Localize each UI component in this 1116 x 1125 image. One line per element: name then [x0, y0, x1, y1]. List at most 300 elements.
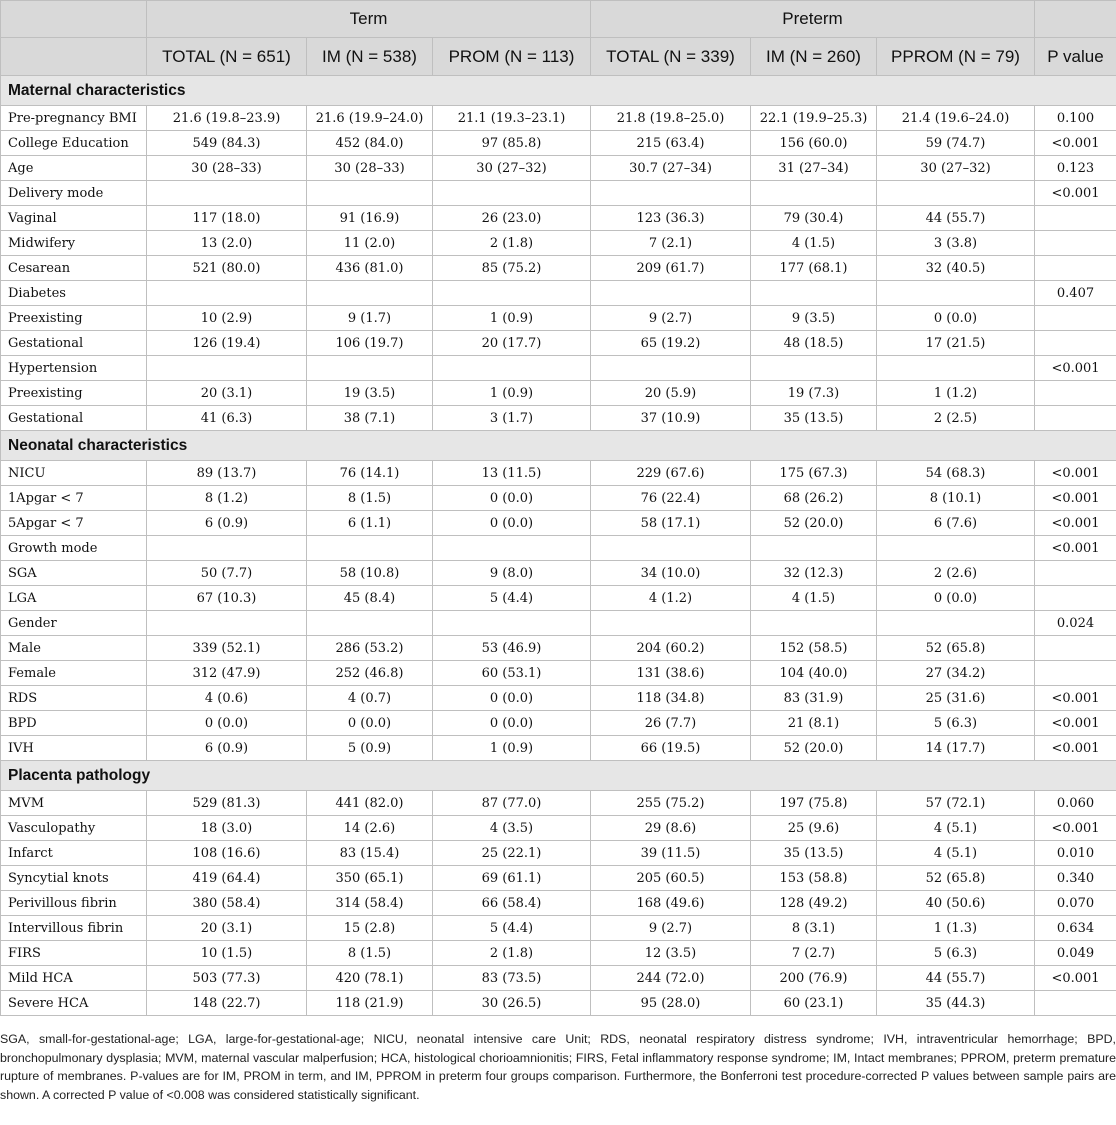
row-label: Severe HCA — [1, 991, 147, 1016]
table-cell: 252 (46.8) — [307, 661, 433, 686]
row-label: Midwifery — [1, 231, 147, 256]
table-cell: 118 (34.8) — [591, 686, 751, 711]
table-cell: 8 (1.5) — [307, 486, 433, 511]
table-cell: 20 (3.1) — [147, 381, 307, 406]
p-value-cell: 0.010 — [1035, 841, 1116, 866]
table-cell: 35 (13.5) — [751, 406, 877, 431]
row-label: Hypertension — [1, 356, 147, 381]
table-cell: 8 (10.1) — [877, 486, 1035, 511]
row-label: Perivillous fibrin — [1, 891, 147, 916]
p-value-cell — [1035, 331, 1116, 356]
table-cell: 1 (1.3) — [877, 916, 1035, 941]
table-cell: 255 (75.2) — [591, 791, 751, 816]
table-cell: 104 (40.0) — [751, 661, 877, 686]
table-cell — [307, 281, 433, 306]
table-cell: 152 (58.5) — [751, 636, 877, 661]
table-row — [1, 841, 1116, 866]
table-row — [1, 106, 1116, 131]
p-value-cell: 0.340 — [1035, 866, 1116, 891]
table-cell — [877, 281, 1035, 306]
table-cell: 21.6 (19.9–24.0) — [307, 106, 433, 131]
p-value-cell — [1035, 661, 1116, 686]
col-term-total: TOTAL (N = 651) — [147, 38, 307, 76]
p-value-cell: <0.001 — [1035, 711, 1116, 736]
table-cell: 8 (1.5) — [307, 941, 433, 966]
table-row — [1, 181, 1116, 206]
row-label: MVM — [1, 791, 147, 816]
table-cell: 6 (1.1) — [307, 511, 433, 536]
p-value-cell — [1035, 586, 1116, 611]
p-value-cell: 0.024 — [1035, 611, 1116, 636]
table-cell: 452 (84.0) — [307, 131, 433, 156]
p-value-cell: <0.001 — [1035, 356, 1116, 381]
table-cell: 14 (17.7) — [877, 736, 1035, 761]
table-cell: 87 (77.0) — [433, 791, 591, 816]
table-cell: 21.1 (19.3–23.1) — [433, 106, 591, 131]
row-label: College Education — [1, 131, 147, 156]
table-cell: 7 (2.1) — [591, 231, 751, 256]
table-cell: 52 (65.8) — [877, 636, 1035, 661]
table-cell — [147, 611, 307, 636]
row-label: LGA — [1, 586, 147, 611]
table-cell: 20 (3.1) — [147, 916, 307, 941]
table-row — [1, 791, 1116, 816]
row-label: Infarct — [1, 841, 147, 866]
row-label: Gender — [1, 611, 147, 636]
table-cell: 52 (65.8) — [877, 866, 1035, 891]
row-label: Female — [1, 661, 147, 686]
table-cell: 168 (49.6) — [591, 891, 751, 916]
table-row — [1, 891, 1116, 916]
row-label: BPD — [1, 711, 147, 736]
table-cell: 0 (0.0) — [307, 711, 433, 736]
table-cell: 4 (5.1) — [877, 841, 1035, 866]
row-label: Mild HCA — [1, 966, 147, 991]
table-cell: 41 (6.3) — [147, 406, 307, 431]
table-cell: 19 (7.3) — [751, 381, 877, 406]
table-cell — [307, 181, 433, 206]
table-row — [1, 636, 1116, 661]
table-cell: 67 (10.3) — [147, 586, 307, 611]
table-cell — [877, 356, 1035, 381]
table-cell — [433, 281, 591, 306]
p-value-cell: 0.100 — [1035, 106, 1116, 131]
table-row — [1, 331, 1116, 356]
table-cell: 123 (36.3) — [591, 206, 751, 231]
row-label: Cesarean — [1, 256, 147, 281]
table-cell: 95 (28.0) — [591, 991, 751, 1016]
table-cell: 76 (14.1) — [307, 461, 433, 486]
table-cell: 52 (20.0) — [751, 511, 877, 536]
table-cell: 21.8 (19.8–25.0) — [591, 106, 751, 131]
row-label: Syncytial knots — [1, 866, 147, 891]
p-value-cell: 0.634 — [1035, 916, 1116, 941]
table-cell — [591, 281, 751, 306]
table-cell: 3 (1.7) — [433, 406, 591, 431]
table-cell: 118 (21.9) — [307, 991, 433, 1016]
table-header — [1, 1, 1116, 76]
table-cell: 5 (6.3) — [877, 711, 1035, 736]
table-cell: 244 (72.0) — [591, 966, 751, 991]
p-value-cell — [1035, 561, 1116, 586]
row-label: Gestational — [1, 331, 147, 356]
p-value-cell: 0.123 — [1035, 156, 1116, 181]
table-cell — [751, 281, 877, 306]
table-cell: 209 (61.7) — [591, 256, 751, 281]
table-cell: 4 (1.5) — [751, 586, 877, 611]
table-cell: 30 (27–32) — [877, 156, 1035, 181]
table-cell: 29 (8.6) — [591, 816, 751, 841]
table-cell: 10 (2.9) — [147, 306, 307, 331]
table-cell: 32 (40.5) — [877, 256, 1035, 281]
table-cell: 19 (3.5) — [307, 381, 433, 406]
table-cell: 22.1 (19.9–25.3) — [751, 106, 877, 131]
table-cell: 30.7 (27–34) — [591, 156, 751, 181]
table-cell — [591, 181, 751, 206]
row-label: Pre-pregnancy BMI — [1, 106, 147, 131]
table-cell: 6 (7.6) — [877, 511, 1035, 536]
table-cell: 0 (0.0) — [877, 586, 1035, 611]
table-cell: 30 (28–33) — [307, 156, 433, 181]
row-label: Preexisting — [1, 381, 147, 406]
table-cell: 420 (78.1) — [307, 966, 433, 991]
table-row — [1, 131, 1116, 156]
table-row — [1, 686, 1116, 711]
table-cell: 436 (81.0) — [307, 256, 433, 281]
table-cell: 126 (19.4) — [147, 331, 307, 356]
table-cell: 6 (0.9) — [147, 511, 307, 536]
table-cell: 52 (20.0) — [751, 736, 877, 761]
table-row — [1, 231, 1116, 256]
table-cell: 17 (21.5) — [877, 331, 1035, 356]
table-cell: 40 (50.6) — [877, 891, 1035, 916]
table-row — [1, 256, 1116, 281]
table-cell: 45 (8.4) — [307, 586, 433, 611]
table-cell: 148 (22.7) — [147, 991, 307, 1016]
table-cell: 31 (27–34) — [751, 156, 877, 181]
table-cell: 131 (38.6) — [591, 661, 751, 686]
table-cell: 4 (3.5) — [433, 816, 591, 841]
table-cell: 25 (9.6) — [751, 816, 877, 841]
table-row — [1, 306, 1116, 331]
row-label: SGA — [1, 561, 147, 586]
table-cell: 312 (47.9) — [147, 661, 307, 686]
table-cell: 26 (7.7) — [591, 711, 751, 736]
table-cell: 441 (82.0) — [307, 791, 433, 816]
table-cell: 48 (18.5) — [751, 331, 877, 356]
section-header-row — [1, 761, 1116, 791]
table-cell: 69 (61.1) — [433, 866, 591, 891]
table-cell: 5 (4.4) — [433, 586, 591, 611]
table-cell: 7 (2.7) — [751, 941, 877, 966]
table-cell: 419 (64.4) — [147, 866, 307, 891]
table-cell: 30 (26.5) — [433, 991, 591, 1016]
table-cell: 177 (68.1) — [751, 256, 877, 281]
table-cell — [433, 611, 591, 636]
section-title: Placenta pathology — [1, 761, 1116, 791]
table-cell: 6 (0.9) — [147, 736, 307, 761]
table-cell — [591, 536, 751, 561]
table-cell: 117 (18.0) — [147, 206, 307, 231]
table-row — [1, 916, 1116, 941]
table-cell: 2 (2.5) — [877, 406, 1035, 431]
p-value-cell: <0.001 — [1035, 736, 1116, 761]
table-cell — [433, 356, 591, 381]
table-cell: 5 (6.3) — [877, 941, 1035, 966]
col-term-im: IM (N = 538) — [307, 38, 433, 76]
p-value-cell: 0.049 — [1035, 941, 1116, 966]
row-label: Vaginal — [1, 206, 147, 231]
table-cell: 521 (80.0) — [147, 256, 307, 281]
table-cell — [307, 611, 433, 636]
table-footnote: SGA, small-for-gestational-age; LGA, large-for-gestational-age; NICU, neonatal intensive care Unit; RDS, neonatal respiratory distress syndrome; IVH, intraventricular hemorrhage; BPD, bronchopulmonary dysplasia; MVM, maternal vascular malperfusion; HCA, histological chorioamnionitis; FIRS, Fetal inflammatory response syndrome; IM, Intact membranes; PPROM, preterm premature rupture of membranes. P-values are for IM, PROM in term, and IM, PPROM in preterm four groups comparison. Furthermore, the Bonferroni test procedure-corrected P values between sample pairs are shown. A corrected P value of <0.008 was considered statistically significant. — [0, 1032, 1116, 1102]
table-cell: 4 (0.6) — [147, 686, 307, 711]
p-value-cell — [1035, 256, 1116, 281]
row-label: Diabetes — [1, 281, 147, 306]
table-cell: 85 (75.2) — [433, 256, 591, 281]
table-cell: 53 (46.9) — [433, 636, 591, 661]
p-value-cell — [1035, 381, 1116, 406]
table-row — [1, 711, 1116, 736]
table-cell: 9 (8.0) — [433, 561, 591, 586]
col-p-value: P value — [1035, 38, 1116, 76]
row-label: Male — [1, 636, 147, 661]
p-value-cell: <0.001 — [1035, 511, 1116, 536]
table-cell: 10 (1.5) — [147, 941, 307, 966]
table-cell: 5 (0.9) — [307, 736, 433, 761]
table-cell: 91 (16.9) — [307, 206, 433, 231]
table-cell: 21.4 (19.6–24.0) — [877, 106, 1035, 131]
table-cell — [433, 536, 591, 561]
section-title: Maternal characteristics — [1, 76, 1116, 106]
table-cell: 229 (67.6) — [591, 461, 751, 486]
table-row — [1, 561, 1116, 586]
table-cell: 27 (34.2) — [877, 661, 1035, 686]
table-cell: 0 (0.0) — [433, 486, 591, 511]
table-cell: 1 (0.9) — [433, 306, 591, 331]
table-cell — [751, 181, 877, 206]
table-cell — [751, 356, 877, 381]
p-value-cell: <0.001 — [1035, 686, 1116, 711]
table-cell: 314 (58.4) — [307, 891, 433, 916]
table-cell: 9 (2.7) — [591, 916, 751, 941]
table-cell: 4 (1.2) — [591, 586, 751, 611]
table-row — [1, 941, 1116, 966]
table-cell — [147, 281, 307, 306]
row-label: Intervillous fibrin — [1, 916, 147, 941]
table-cell — [307, 536, 433, 561]
table-cell: 39 (11.5) — [591, 841, 751, 866]
table-cell: 156 (60.0) — [751, 131, 877, 156]
table-row — [1, 991, 1116, 1016]
table-cell: 83 (15.4) — [307, 841, 433, 866]
row-label: Age — [1, 156, 147, 181]
p-value-cell: 0.070 — [1035, 891, 1116, 916]
table-cell: 15 (2.8) — [307, 916, 433, 941]
col-preterm-total: TOTAL (N = 339) — [591, 38, 751, 76]
table-cell: 58 (17.1) — [591, 511, 751, 536]
table-cell: 65 (19.2) — [591, 331, 751, 356]
table-row — [1, 486, 1116, 511]
p-value-cell: 0.060 — [1035, 791, 1116, 816]
table-row — [1, 461, 1116, 486]
table-cell: 60 (53.1) — [433, 661, 591, 686]
table-cell — [307, 356, 433, 381]
table-cell: 1 (0.9) — [433, 736, 591, 761]
p-value-cell: <0.001 — [1035, 181, 1116, 206]
table-cell: 35 (44.3) — [877, 991, 1035, 1016]
table-cell: 59 (74.7) — [877, 131, 1035, 156]
table-row — [1, 536, 1116, 561]
header-empty-cell — [1035, 1, 1116, 38]
table-cell: 350 (65.1) — [307, 866, 433, 891]
table-cell: 8 (1.2) — [147, 486, 307, 511]
row-label: Gestational — [1, 406, 147, 431]
row-label: 1Apgar < 7 — [1, 486, 147, 511]
table-cell: 2 (2.6) — [877, 561, 1035, 586]
row-label: Delivery mode — [1, 181, 147, 206]
p-value-cell — [1035, 231, 1116, 256]
table-cell: 44 (55.7) — [877, 206, 1035, 231]
table-cell — [877, 536, 1035, 561]
table-cell: 286 (53.2) — [307, 636, 433, 661]
table-cell: 38 (7.1) — [307, 406, 433, 431]
table-cell: 4 (1.5) — [751, 231, 877, 256]
table-row — [1, 661, 1116, 686]
table-row — [1, 356, 1116, 381]
table-cell — [147, 181, 307, 206]
table-cell: 175 (67.3) — [751, 461, 877, 486]
table-cell: 83 (31.9) — [751, 686, 877, 711]
p-value-cell: <0.001 — [1035, 536, 1116, 561]
table-cell: 13 (2.0) — [147, 231, 307, 256]
table-cell: 153 (58.8) — [751, 866, 877, 891]
table-cell — [591, 611, 751, 636]
header-group-term: Term — [147, 1, 591, 38]
table-cell: 205 (60.5) — [591, 866, 751, 891]
table-cell: 35 (13.5) — [751, 841, 877, 866]
table-cell: 13 (11.5) — [433, 461, 591, 486]
table-cell: 204 (60.2) — [591, 636, 751, 661]
table-row — [1, 966, 1116, 991]
table-row — [1, 736, 1116, 761]
row-label: RDS — [1, 686, 147, 711]
table-cell — [751, 611, 877, 636]
table-cell: 89 (13.7) — [147, 461, 307, 486]
table-cell: 339 (52.1) — [147, 636, 307, 661]
table-cell: 44 (55.7) — [877, 966, 1035, 991]
table-cell: 106 (19.7) — [307, 331, 433, 356]
table-cell: 14 (2.6) — [307, 816, 433, 841]
p-value-cell — [1035, 306, 1116, 331]
table-cell — [147, 356, 307, 381]
table-cell: 21.6 (19.8–23.9) — [147, 106, 307, 131]
table-cell: 549 (84.3) — [147, 131, 307, 156]
table-cell: 1 (1.2) — [877, 381, 1035, 406]
table-cell: 26 (23.0) — [433, 206, 591, 231]
table-cell: 4 (5.1) — [877, 816, 1035, 841]
row-label: Preexisting — [1, 306, 147, 331]
table-cell: 21 (8.1) — [751, 711, 877, 736]
table-cell: 9 (1.7) — [307, 306, 433, 331]
table-cell: 30 (27–32) — [433, 156, 591, 181]
row-label: Growth mode — [1, 536, 147, 561]
section-header-row — [1, 76, 1116, 106]
table-row — [1, 156, 1116, 181]
table-cell: 0 (0.0) — [433, 511, 591, 536]
table-row — [1, 586, 1116, 611]
table-row — [1, 381, 1116, 406]
p-value-cell: <0.001 — [1035, 486, 1116, 511]
table-cell: 0 (0.0) — [433, 711, 591, 736]
header-empty-cell — [1, 38, 147, 76]
p-value-cell — [1035, 206, 1116, 231]
table-cell: 76 (22.4) — [591, 486, 751, 511]
table-cell — [433, 181, 591, 206]
p-value-cell: <0.001 — [1035, 461, 1116, 486]
table-row — [1, 816, 1116, 841]
table-body — [1, 76, 1116, 1016]
p-value-cell: <0.001 — [1035, 966, 1116, 991]
table-cell — [877, 181, 1035, 206]
table-row — [1, 866, 1116, 891]
table-cell: 60 (23.1) — [751, 991, 877, 1016]
table-cell — [591, 356, 751, 381]
row-label: NICU — [1, 461, 147, 486]
col-term-prom: PROM (N = 113) — [433, 38, 591, 76]
table-cell: 3 (3.8) — [877, 231, 1035, 256]
table-cell: 380 (58.4) — [147, 891, 307, 916]
col-preterm-im: IM (N = 260) — [751, 38, 877, 76]
table-cell: 25 (31.6) — [877, 686, 1035, 711]
header-group-preterm: Preterm — [591, 1, 1035, 38]
table-cell: 32 (12.3) — [751, 561, 877, 586]
p-value-cell: <0.001 — [1035, 131, 1116, 156]
row-label: IVH — [1, 736, 147, 761]
table-cell: 5 (4.4) — [433, 916, 591, 941]
table-cell — [147, 536, 307, 561]
header-group-row — [1, 1, 1116, 38]
table-cell: 197 (75.8) — [751, 791, 877, 816]
section-title: Neonatal characteristics — [1, 431, 1116, 461]
table-cell: 25 (22.1) — [433, 841, 591, 866]
section-header-row — [1, 431, 1116, 461]
table-cell: 503 (77.3) — [147, 966, 307, 991]
table-cell: 79 (30.4) — [751, 206, 877, 231]
p-value-cell: <0.001 — [1035, 816, 1116, 841]
row-label: FIRS — [1, 941, 147, 966]
table-cell: 97 (85.8) — [433, 131, 591, 156]
table-row — [1, 511, 1116, 536]
table-cell: 11 (2.0) — [307, 231, 433, 256]
table-cell: 37 (10.9) — [591, 406, 751, 431]
table-cell: 83 (73.5) — [433, 966, 591, 991]
table-cell: 4 (0.7) — [307, 686, 433, 711]
table-row — [1, 611, 1116, 636]
table-cell: 57 (72.1) — [877, 791, 1035, 816]
table-cell: 529 (81.3) — [147, 791, 307, 816]
table-cell — [877, 611, 1035, 636]
header-column-row — [1, 38, 1116, 76]
row-label: Vasculopathy — [1, 816, 147, 841]
table-row — [1, 281, 1116, 306]
table-cell: 18 (3.0) — [147, 816, 307, 841]
table-cell: 34 (10.0) — [591, 561, 751, 586]
p-value-cell: 0.407 — [1035, 281, 1116, 306]
table-cell: 20 (5.9) — [591, 381, 751, 406]
table-cell: 58 (10.8) — [307, 561, 433, 586]
p-value-cell — [1035, 991, 1116, 1016]
